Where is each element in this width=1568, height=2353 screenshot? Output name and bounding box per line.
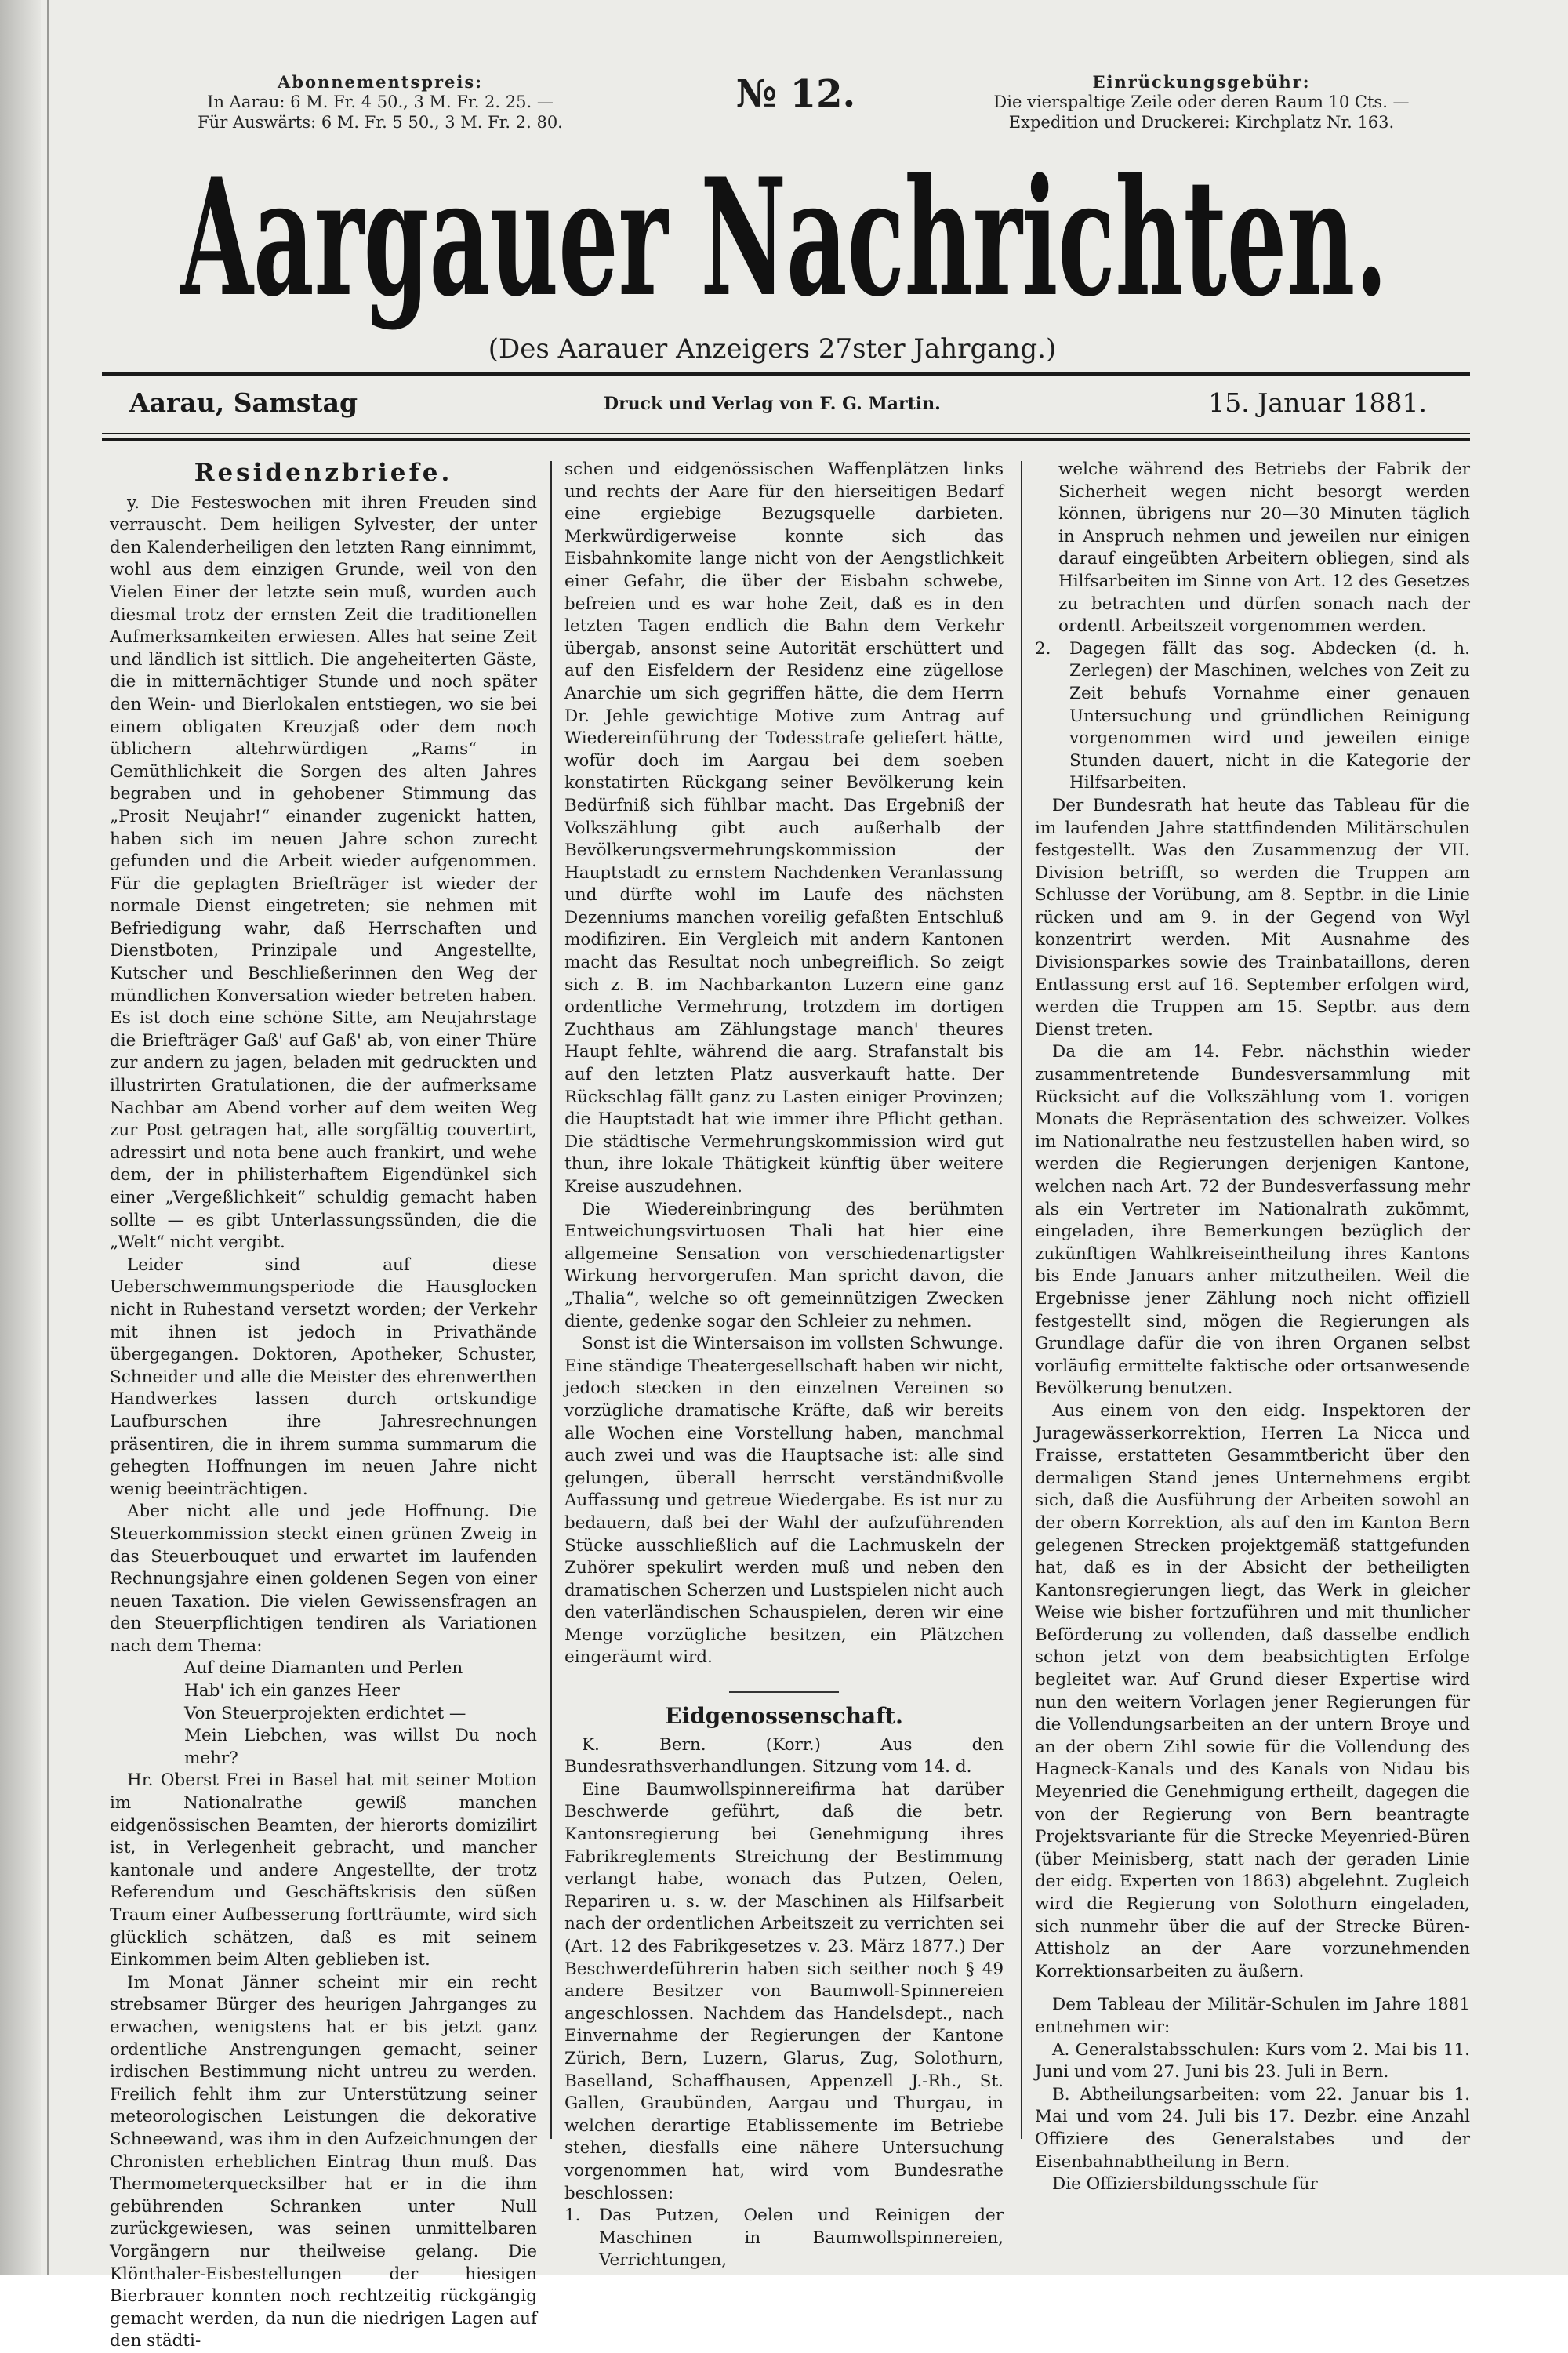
masthead-subtitle: (Des Aarauer Anzeigers 27ster Jahrgang.) [488,333,1057,365]
column-rule-1 [550,461,552,2139]
insertion-line-address: Expedition und Druckerei: Kirchplatz Nr. 163. [1008,113,1395,132]
column-3 [1035,459,1470,2196]
verse-line: Mein Liebchen, was willst Du noch mehr? [184,1726,537,1768]
masthead-title [169,137,1399,332]
paragraph: Dem Tableau der Militär-Schulen im Jahre 1881 entnehmen wir: [1035,1995,1470,2037]
dateline-place-day: Aarau, Samstag [129,387,358,418]
paragraph: Hr. Oberst Frei in Basel hat mit seiner Motion im Nationalrathe gewiß manchen eidgenössischen Beamten, der hierorts domizilirt ist, in Verlegenheit gebracht, und mancher kantonale und andere Angestellte, der trotz Referendum und Geschäftskrisis den süßen Traum einer Aufbesserung fortträumte, wird sich glücklich schätzen, daß es mit seinem Einkommen beim Alten geblieben ist. [110,1770,537,1970]
list-item-number: 2. [1035,638,1051,659]
paragraph: Aus einem von den eidg. Inspektoren der Juragewässerkorrektion, Herren La Nicca und Fraisse, erstatteten Gesammtbericht über den dermaligen Stand jenes Unternehmens ergibt sich, daß die Ausführung der Arbeiten sowohl an der obern Korrektion, als auf den im Kanton Bern gelegenen Strecken projektgemäß stattgefunden hat, daß es in der Absicht der betheiligten Kantonsregierungen liegt, das Werk in gleicher Weise wie bisher fortzuführen und mit thunlicher Beförderung zu vollenden, daß dasselbe endlich schon jetzt von dem beabsichtigten Erfolge begleitet war. Auf Grund dieser Expertise wird nun den weitern Vorlagen jener Regierungen für die Vollendungsarbeiten an der untern Broye und an der obern Zihl sowie für die Vollendung des Hagneck-Kanals und des Kanals von Nidau bis Meyenried die Genehmigung ertheilt, dagegen die von der Regierung von Bern beantragte Projektsvariante für die Strecke Meyenried-Büren (über Meinisberg, statt nach der geraden Linie der eidg. Experten von 1863) abgelehnt. Zugleich wird die Regierung von Solothurn eingeladen, sich nunmehr über die auf der Strecke Büren-Attisholz an der Aare vorzunehmenden Korrektionsarbeiten zu äußern. [1035,1400,1470,1981]
paragraph: B. Abtheilungsarbeiten: vom 22. Januar bis 1. Mai und vom 24. Juli bis 17. Dezbr. eine Anzahl Offiziere des Generalstabes und der Eisenbahnabtheilung in Bern. [1035,2084,1470,2172]
section-divider [729,1691,839,1693]
list-item-number: 1. [564,2206,581,2226]
subscription-box [149,72,612,133]
paragraph: Im Monat Jänner scheint mir ein recht strebsamer Bürger des heurigen Jahrganges zu erwachen, wenigstens hat er bis jetzt ganz ordentliche Anstrengungen gemacht, seiner irdischen Bestimmung nicht untreu zu werden. Freilich fehlt ihm zur Unterstützung seiner meteorologischen Leistungen die dekorative Schneewand, was ihm in den Aufzeichnungen der Chronisten erheblichen Eintrag thun muß. Das Thermometerquecksilber hat er in die ihm gebührenden Schranken unter Null zurückgewiesen, was seinen unmittelbaren Vorgängern nur theilweise gelang. Die Klönthaler-Eisbestellungen der hiesigen Bierbrauer konnten noch rechtzeitig rückgängig gemacht werden, da nun die niedrigen Lagen auf den städti- [110,1972,537,2351]
list-item-text: Dagegen fällt das sog. Abdecken (d. h. Zerlegen) der Maschinen, welches von Zeit zu Zeit behufs Vornahme einer genauen Untersuchung und gründlichen Reinigung vorgenommen wird und jeweilen einige Stunden dauert, nicht in die Kategorie der Hilfsarbeiten. [1069,638,1470,793]
paragraph: Aber nicht alle und jede Hoffnung. Die Steuerkommission steckt einen grünen Zweig in das Steuerbouquet und erwartet im laufenden Rechnungsjahre einen goldenen Segen von einer neuen Taxation. Die vielen Gewissensfragen an den Steuerpflichtigen tendiren als Variationen nach dem Thema: [110,1501,537,1656]
issue-number: № 12. [735,72,856,116]
paragraph: schen und eidgenössischen Waffenplätzen links und rechts der Aare für den hierseitigen Bedarf eine ergiebige Bezugsquelle darbieten. Merkwürdigerweise konnte sich das Eisbahnkomite lange nicht von der Aengstlichkeit einer Gefahr, die über der Eisbahn schwebe, befreien und es war hohe Zeit, daß es in den letzten Tagen endlich die Bahn dem Verkehr übergab, ansonst seine Autorität erschüttert und auf den Eisfeldern der Residenz eine zügellose Anarchie um sich gegriffen hätte, die dem Herrn Dr. Jehle gewichtige Motive zum Antrag auf Wiedereinführung der Todesstrafe geliefert hätte, wofür doch im Aargau bei dem soeben konstatirten Rückgang seiner Bevölkerung kein Bedürfniß sich fühlbar macht. Das Ergebniß der Volkszählung gibt auch außerhalb der Bevölkerungsvermehrungskommission der Hauptstadt zu ernstem Nachdenken Veranlassung und dürfte wohl im Laufe des nächsten Dezenniums manchen voreilig gefaßten Entschluß modifiziren. Ein Vergleich mit andern Kantonen macht das Resultat noch unbegreiflich. So zeigt sich z. B. im Nachbarkanton Luzern eine ganz ordentliche Vermehrung, trotzdem im dortigen Zuchthaus am Zählungstage manch' theures Haupt fehlte, während die aarg. Strafanstalt bis auf den letzten Platz ausverkauft hatte. Der Rückschlag fällt ganz zu Lasten einiger Provinzen; die Hauptstadt hat wie immer ihre Pflicht gethan. Die städtische Vermehrungskommission wird gut thun, ihre lokale Thätigkeit künftig über weitere Kreise auszudehnen. [564,459,1004,1196]
dateline [102,387,1470,427]
dateline-rule-top [102,372,1470,376]
list-item [1035,638,1470,795]
paragraph: welche während des Betriebs der Fabrik der Sicherheit wegen nicht besorgt werden können, übrigens nur 20—30 Minuten täglich in Anspruch nehmen und jeweilen nur einigen darauf eingeübten Arbeitern obliegen, sind als Hilfsarbeiten im Sinne von Art. 12 des Gesetzes zu betrachten und dürfen sonach nach der ordentl. Arbeitszeit vorgenommen werden. [1058,459,1470,637]
paragraph: K. Bern. (Korr.) Aus den Bundesrathsverhandlungen. Sitzung vom 14. d. [564,1734,1004,1777]
subscription-line-external: Für Auswärts: 6 M. Fr. 5 50., 3 M. Fr. 2. 80. [198,113,563,132]
binding-gutter [0,0,41,2275]
paragraph: Sonst ist die Wintersaison im vollsten Schwunge. Eine ständige Theatergesellschaft haben wir nicht, jedoch stecken in den einzelnen Vereinen so vorzügliche dramatische Kräfte, daß wir bereits alle Wochen eine Vorstellung haben, manchmal auch zwei und was die Hauptsache ist: alle sind gelungen, überall herrscht verständnißvolle Auffassung und getreue Wiedergabe. Es ist nur zu bedauern, daß bei der Wahl der aufzuführenden Stücke ausschließlich auf die Lachmuskeln der Zuhörer spekulirt werden muß und neben den dramatischen Scherzen und Lustspielen nicht auch den vaterländischen Schauspielen, deren wir eine Menge vorzügliche besitzen, ein Plätzchen eingeräumt wird. [564,1334,1004,1668]
dateline-rule-bottom-thin [102,433,1470,434]
list-item-text: Das Putzen, Oelen und Reinigen der Maschinen in Baumwollspinnereien, Verrichtungen, [599,2206,1004,2271]
subscription-line-local: In Aarau: 6 M. Fr. 4 50., 3 M. Fr. 2. 25. — [207,93,554,111]
section-heading-eidgenossenschaft: Eidgenossenschaft. [665,1703,903,1730]
paragraph: Der Bundesrath hat heute das Tableau für die im laufenden Jahre stattfindenden Militärschulen festgestellt. Was den Zusammenzug der VII. Division betrifft, so werden die Truppen am Schlusse der Vorübung, am 8. Septbr. in die Linie rücken und am 9. in der Gegend von Wyl konzentrirt werden. Mit Ausnahme des Divisionsparkes sowie des Trainbataillons, deren Entlassung erst auf 16. September erfolgen wird, werden die Truppen am 15. Septbr. aus dem Dienst treten. [1035,795,1470,1040]
paragraph: y. Die Festeswochen mit ihren Freuden sind verrauscht. Dem heiligen Sylvester, der unter den Kalenderheiligen den letzten Rang einnimmt, wohl aus dem einzigen Grunde, weil von den Vielen Einer der letzte sein muß, wurden auch diesmal trotz der ernsten Zeit die traditionellen Aufmerksamkeiten erwiesen. Alles hat seine Zeit und ländlich ist sittlich. Die angeheiterten Gäste, die in mitternächtiger Stunde und noch später den Wein- und Bierlokalen entstiegen, wo sie bei einem obligaten Kreuzjaß oder dem noch üblichern altehrwürdigen „Rams“ in Gemüthlichkeit die Sorgen des alten Jahres begraben und in gehobener Stimmung das „Prosit Neujahr!“ einander zugenickt hatten, haben sich im neuen Jahre schon zurecht gefunden und die Arbeit wieder aufgenommen. Für die geplagten Briefträger ist wieder der normale Dienst eingetreten; sie nehmen mit Befriedigung wahr, daß Herrschaften und Dienstboten, Prinzipale und Angestellte, Kutscher und Beschließerinnen den Weg der mündlichen Konversation wieder betreten haben. Es ist doch eine schöne Sitte, am Neujahrstage die Briefträger Gaß' auf Gaß' ab, von einer Thüre zur andern zu jagen, beladen mit gedruckten und illustrirten Gratulationen, die der aufmerksame Nachbar am Abend vorher auf dem weiten Weg zur Post getragen hat, alle sorgfältig couvertirt, adressirt und nota bene auch frankirt, und wehe dem, der in philisterhaftem Eigendünkel sich einer „Vergeßlichkeit“ schuldig gemacht haben sollte — es gibt Unterlassungssünden, die die „Welt“ nicht vergibt. [110,492,537,1253]
paragraph: Leider sind auf diese Ueberschwemmungsperiode die Hausglocken nicht in Ruhestand versetzt worden; der Verkehr mit ihnen ist jedoch in Privathände übergegangen. Doktoren, Apotheker, Schuster, Schneider und alle die Meister des ehrenwerthen Handwerkes lassen durch ortskundige Laufburschen ihre Jahresrechnungen präsentiren, die in ihrem summa summarum die gehegten Hoffnungen im neuen Jahre nicht wenig beeinträchtigen. [110,1255,537,1499]
masthead-text: Aargauer Nachrichten. [179,144,1388,332]
paragraph: Die Offiziersbildungsschule für [1052,2174,1318,2195]
paragraph: Die Wiedereinbringung des berühmten Entweichungsvirtuosen Thali hat hier eine allgemeine Sensation von verschiedenartigster Wirkung hervorgerufen. Man spricht davon, die „Thalia“, welche so oft gemeinnützigen Zwecken diente, gedenke sogar den Schleier zu nehmen. [564,1199,1004,1331]
dateline-publisher: Druck und Verlag von F. G. Martin. [604,394,941,414]
article-heading-residenzbriefe: Residenzbriefe. [194,459,453,487]
binding-edge [47,0,49,2275]
paragraph: Eine Baumwollspinnereifirma hat darüber Beschwerde geführt, daß die betr. Kantonsregierung bei Genehmigung ihres Fabrikreglements Streichung der Bestimmung verlangt habe, wonach das Putzen, Oelen, Repariren u. s. w. der Maschinen als Hilfsarbeit nach der ordentlichen Arbeitszeit zu verrichten sei (Art. 12 des Fabrikgesetzes v. 23. März 1877.) Der Beschwerdeführerin haben sich seither noch § 49 andere Besitzer von Baumwoll-Spinnereien angeschlossen. Nachdem das Handelsdept., nach Einvernahme der Regierungen der Kantone Zürich, Bern, Luzern, Glarus, Zug, Solothurn, Baselland, Schaffhausen, Appenzell J.-Rh., St. Gallen, Graubünden, Aargau und Thurgau, in welchen derartige Etablissemente im Betriebe stehen, diesfalls eine nähere Untersuchung vorgenommen hat, wird vom Bundesrathe beschlossen: [564,1779,1004,2203]
column-rule-2 [1021,461,1022,2139]
insertion-title: Einrückungsgebühr: [1092,72,1311,92]
verse-line: Auf deine Diamanten und Perlen [184,1658,463,1679]
insertion-box [976,72,1427,133]
column-2 [564,459,1004,2272]
paragraph: Da die am 14. Febr. nächsthin wieder zusammentretende Bundesversammlung mit Rücksicht auf die Volkszählung vom 1. vorigen Monats die Repräsentation des schweizer. Volkes im Nationalrathe neu festzustellen haben wird, so werden die Regierungen derjenigen Kantone, welchen nach Art. 72 der Bundesverfassung mehr als ein Vertreter im Nationalrath zukömmt, eingeladen, ihre Bemerkungen bezüglich der zukünftigen Wahlkreiseintheilung ihres Kantons bis Ende Januars anher mitzutheilen. Weil die Ergebnisse jener Zählung noch nicht offiziell festgestellt sind, mögen die Regierungen als Grundlage dafür die von ihren Organen selbst vorläufig ermittelte faktische oder ortsanwesende Bevölkerung benutzen. [1035,1042,1470,1399]
column-1 [110,459,537,2353]
dateline-date: 15. Januar 1881. [1208,387,1427,418]
dateline-rule-bottom-thick [102,438,1470,441]
insertion-line-rate: Die vierspaltige Zeile oder deren Raum 10 Cts. — [993,93,1410,111]
verse-line: Von Steuerprojekten erdichtet — [184,1703,466,1723]
subscription-title: Abonnementspreis: [278,72,483,92]
list-item [564,2205,1004,2272]
verse-line: Hab' ich ein ganzes Heer [184,1681,400,1701]
paragraph: A. Generalstabsschulen: Kurs vom 2. Mai bis 11. Juni und vom 27. Juni bis 23. Juli in Bern. [1035,2039,1470,2082]
